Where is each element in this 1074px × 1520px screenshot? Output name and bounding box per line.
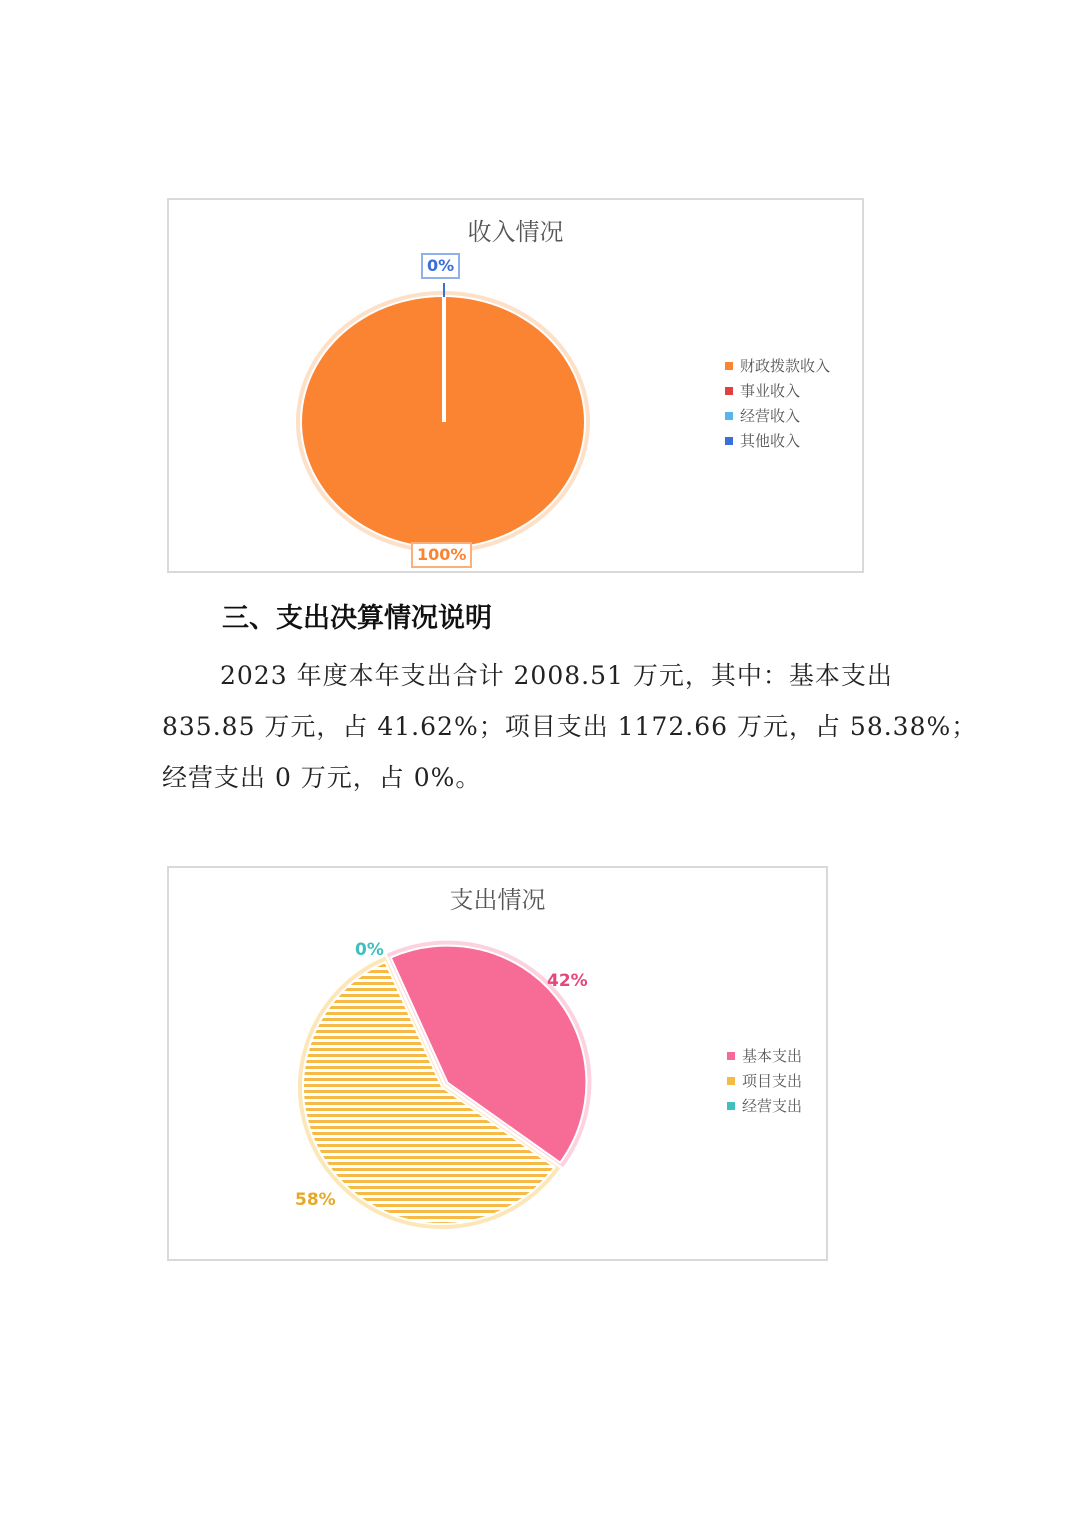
legend-swatch bbox=[725, 362, 733, 370]
legend-swatch bbox=[727, 1052, 735, 1060]
legend-label: 项目支出 bbox=[742, 1072, 803, 1090]
legend-label: 经营支出 bbox=[742, 1097, 803, 1115]
income-legend bbox=[725, 353, 830, 453]
expense-legend bbox=[727, 1043, 802, 1118]
legend-item bbox=[725, 403, 830, 428]
expense-chart-title: 支出情况 bbox=[449, 886, 546, 914]
legend-label: 事业收入 bbox=[740, 382, 801, 400]
legend-label: 经营收入 bbox=[740, 407, 801, 425]
legend-swatch bbox=[727, 1077, 735, 1085]
income-chart-title: 收入情况 bbox=[467, 218, 564, 246]
expense-paragraph bbox=[162, 650, 978, 803]
legend-label: 财政拨款收入 bbox=[740, 357, 831, 375]
income-chart bbox=[167, 198, 864, 573]
legend-item bbox=[725, 378, 830, 403]
legend-swatch bbox=[727, 1102, 735, 1110]
section-heading: 三、支出决算情况说明 bbox=[222, 603, 492, 634]
legend-label: 基本支出 bbox=[742, 1047, 803, 1065]
paragraph-line: 经营支出 0 万元，占 0%。 bbox=[162, 763, 482, 792]
legend-swatch bbox=[725, 387, 733, 395]
expense-chart bbox=[167, 866, 828, 1261]
expense-label-business: 0% bbox=[355, 940, 384, 960]
expense-label-project: 58% bbox=[295, 1190, 336, 1210]
legend-item bbox=[727, 1093, 802, 1118]
expense-label-basic: 42% bbox=[547, 971, 588, 991]
legend-swatch bbox=[725, 437, 733, 445]
legend-swatch bbox=[725, 412, 733, 420]
legend-item bbox=[727, 1043, 802, 1068]
legend-item bbox=[725, 428, 830, 453]
paragraph-line: 2023 年度本年支出合计 2008.51 万元，其中：基本支出 bbox=[220, 661, 893, 690]
paragraph-line: 835.85 万元，占 41.62%；项目支出 1172.66 万元，占 58.38%； bbox=[162, 712, 978, 741]
income-label-zero: 0% bbox=[421, 253, 460, 279]
legend-item bbox=[727, 1068, 802, 1093]
legend-label: 其他收入 bbox=[740, 432, 801, 450]
income-label-full: 100% bbox=[411, 542, 472, 568]
legend-item bbox=[725, 353, 830, 378]
